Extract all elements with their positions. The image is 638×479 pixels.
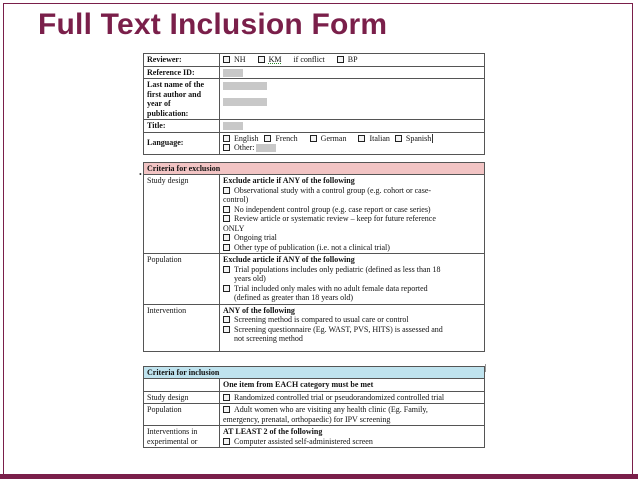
author-label: [144, 79, 220, 120]
ongoing-trial-text: Ongoing trial: [234, 233, 277, 243]
language-italian-label: Italian: [369, 133, 390, 143]
observational-study-checkbox[interactable]: [223, 187, 230, 194]
slide-bottom-bar: [0, 474, 638, 479]
inclusion-header: Criteria for inclusion: [144, 366, 485, 379]
year-field[interactable]: [223, 98, 267, 106]
review-article-text: Review article or systematic review – keep for future reference: [234, 214, 436, 224]
text-cursor: [432, 134, 433, 143]
language-italian-checkbox[interactable]: [358, 135, 365, 142]
exclusion-intervention-label: Intervention: [144, 304, 220, 351]
review-article-checkbox[interactable]: [223, 215, 230, 222]
reviewer-bp-checkbox[interactable]: [337, 56, 344, 63]
adult-women-text-cont: emergency, prenatal, orthopaedic) for IPV screening: [223, 414, 391, 424]
screening-questionnaire-checkbox[interactable]: [223, 326, 230, 333]
author-label-line-3: year of: [147, 99, 171, 108]
author-field[interactable]: [223, 82, 267, 90]
screening-questionnaire-text: Screening questionnaire (Eg. WAST, PVS, HITS) is assessed and: [234, 324, 443, 334]
language-german-checkbox[interactable]: [310, 135, 317, 142]
inclusion-study-design-label: Study design: [144, 391, 220, 404]
other-publication-text: Other type of publication (i.e. not a clinical trial): [234, 242, 390, 252]
title-row: [144, 120, 485, 133]
author-label-line-4: publication:: [147, 108, 189, 118]
title-label: Title:: [144, 120, 220, 133]
language-other-checkbox[interactable]: [223, 144, 230, 151]
no-control-group-text: No independent control group (e.g. case report or case series): [234, 204, 431, 214]
males-only-checkbox[interactable]: [223, 285, 230, 292]
review-article-text-cont: ONLY: [223, 223, 245, 233]
reference-id-row: [144, 66, 485, 79]
interventions-heading: AT LEAST 2 of the following: [223, 427, 323, 437]
reference-id-label: Reference ID:: [144, 66, 220, 79]
observational-study-text: Observational study with a control group (e.g. cohort or case-: [234, 185, 432, 195]
language-label: Language:: [144, 132, 220, 154]
slide-title: Full Text Inclusion Form: [38, 8, 388, 41]
reviewer-km-checkbox[interactable]: [258, 56, 265, 63]
language-english-checkbox[interactable]: [223, 135, 230, 142]
reviewer-label: Reviewer:: [144, 54, 220, 67]
language-german-label: German: [320, 133, 347, 143]
exclusion-intervention-heading: ANY of the following: [223, 305, 295, 315]
males-only-text: Trial included only males with no adult female data reported: [234, 283, 428, 293]
interventions-label-line-2: experimental or: [147, 436, 198, 446]
language-other-field[interactable]: [256, 144, 276, 152]
observational-study-text-cont: control): [223, 195, 249, 205]
language-spanish-checkbox[interactable]: [395, 135, 402, 142]
language-english-label: English: [234, 133, 259, 143]
author-label-line-1: Last name of the: [147, 80, 205, 89]
author-row: [144, 79, 485, 120]
exclusion-header: Criteria for exclusion: [144, 162, 485, 175]
other-publication-checkbox[interactable]: [223, 244, 230, 251]
author-label-line-2: first author and: [147, 89, 202, 99]
interventions-label-line-1: Interventions in: [147, 427, 198, 437]
reviewer-nh-label: NH: [234, 55, 246, 64]
males-only-text-cont: (defined as greater than 18 years old): [234, 293, 354, 303]
pediatric-only-text: Trial populations includes only pediatric (defined as less than 18: [234, 264, 441, 274]
exclusion-criteria-table: [143, 162, 485, 352]
screening-compared-text: Screening method is compared to usual care or control: [234, 315, 409, 325]
pediatric-only-checkbox[interactable]: [223, 266, 230, 273]
rct-checkbox[interactable]: [223, 394, 230, 401]
exclusion-study-design-row: [144, 175, 485, 254]
language-french-label: French: [275, 133, 298, 143]
inclusion-subheading: One item from EACH category must be met: [220, 379, 485, 392]
language-spanish-label: Spanish: [405, 133, 432, 143]
exclusion-intervention-row: [144, 304, 485, 351]
screening-questionnaire-text-cont: not screening method: [234, 334, 303, 344]
computer-screen-checkbox[interactable]: [223, 438, 230, 445]
reviewer-info-table: [143, 53, 485, 155]
exclusion-population-row: [144, 254, 485, 305]
inclusion-interventions-label: [144, 426, 220, 448]
inclusion-criteria-table: [143, 366, 485, 449]
adult-women-checkbox[interactable]: [223, 406, 230, 413]
reviewer-km-label: KM: [268, 55, 282, 64]
conflict-note: if conflict: [293, 55, 325, 64]
language-french-checkbox[interactable]: [264, 135, 271, 142]
language-other-label: Other:: [234, 143, 255, 153]
exclusion-study-design-heading: Exclude article if ANY of the following: [223, 176, 355, 186]
inclusion-header-row: [144, 366, 485, 379]
computer-screen-text: Computer assisted self-administered screen: [234, 436, 373, 446]
exclusion-header-row: [144, 162, 485, 175]
inclusion-interventions-row: [144, 426, 485, 448]
title-field[interactable]: [223, 122, 243, 130]
inclusion-population-row: [144, 404, 485, 426]
inclusion-study-design-row: [144, 391, 485, 404]
paragraph-marker: •: [139, 170, 142, 179]
language-row: [144, 132, 485, 154]
reviewer-row: [144, 54, 485, 67]
reference-id-field[interactable]: [223, 69, 243, 77]
inclusion-form-document: [143, 53, 485, 448]
reviewer-bp-label: BP: [347, 55, 358, 64]
exclusion-population-label: Population: [144, 254, 220, 305]
screening-compared-checkbox[interactable]: [223, 316, 230, 323]
inclusion-subheading-row: [144, 379, 485, 392]
exclusion-study-design-label: Study design: [144, 175, 220, 254]
no-control-group-checkbox[interactable]: [223, 206, 230, 213]
adult-women-text: Adult women who are visiting any health clinic (Eg. Family,: [234, 405, 428, 415]
margin-mark: [485, 364, 486, 372]
rct-text: Randomized controlled trial or pseudorandomized controlled trial: [234, 392, 445, 402]
ongoing-trial-checkbox[interactable]: [223, 234, 230, 241]
exclusion-population-heading: Exclude article if ANY of the following: [223, 255, 355, 265]
pediatric-only-text-cont: years old): [234, 274, 266, 284]
inclusion-population-label: Population: [144, 404, 220, 426]
reviewer-nh-checkbox[interactable]: [223, 56, 230, 63]
